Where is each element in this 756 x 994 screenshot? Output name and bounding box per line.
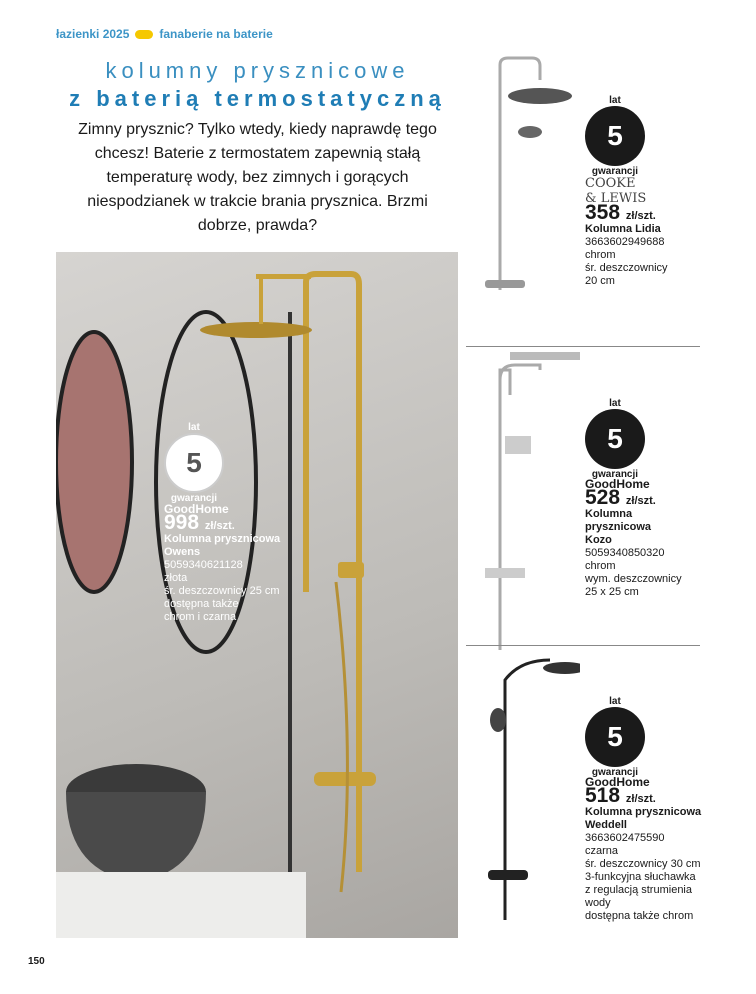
intro-text: Zimny prysznic? Tylko wtedy, kiedy naprawdę tego chcesz! Baterie z termostatem zapewnią stałą temperaturę wody, bez zimnych i gorących niespodzianek w trakcie brania prysznica. Brzmi dobrze, prawda? — [78, 121, 437, 234]
price — [164, 511, 294, 534]
product-detail: chrom — [585, 249, 616, 261]
divider — [466, 645, 700, 646]
product-name: Kolumna prysznicowa Owens — [164, 533, 281, 558]
product-detail: śr. deszczownicy — [585, 262, 668, 274]
product-detail: wym. deszczownicy — [585, 573, 682, 585]
warranty-years: 5 — [164, 433, 224, 493]
warranty-top: lat — [188, 422, 200, 433]
warranty-top: lat — [609, 696, 621, 707]
price-value: 358 — [585, 201, 621, 224]
page-number: 150 — [28, 956, 45, 967]
product-name: Kolumna Lidia — [585, 223, 661, 235]
warranty-years: 5 — [585, 707, 645, 767]
product-kozo — [585, 478, 705, 599]
brand-logo: GoodHome — [164, 502, 229, 516]
warranty-years: 5 — [585, 106, 645, 166]
price-unit: zł/szt. — [625, 210, 656, 222]
warranty-top: lat — [609, 398, 621, 409]
product-weddell — [585, 776, 710, 923]
warranty-bottom: gwarancji — [591, 767, 639, 778]
product-name: Kolumna prysznicowa Kozo — [585, 508, 652, 546]
product-ean: 3663602475590 — [585, 832, 665, 844]
warranty-badge-weddell — [585, 696, 655, 778]
warranty-top: lat — [609, 95, 621, 106]
price-unit: zł/szt. — [625, 793, 656, 805]
price-value: 518 — [585, 784, 621, 807]
product-detail: śr. deszczownicy 30 cm — [585, 858, 701, 870]
divider — [466, 346, 700, 347]
breadcrumb — [56, 27, 273, 41]
title-line2: z baterią termostatyczną — [69, 86, 446, 111]
product-detail: śr. deszczownicy 25 cm — [164, 585, 280, 597]
warranty-years: 5 — [585, 409, 645, 469]
product-detail: chrom — [585, 560, 616, 572]
product-detail: wody — [585, 897, 611, 909]
title-line1: kolumny prysznicowe — [105, 58, 410, 83]
product-ean: 3663602949688 — [585, 236, 665, 248]
product-detail: dostępna także — [164, 598, 239, 610]
price-unit: zł/szt. — [625, 495, 656, 507]
product-ean: 5059340621128 — [164, 559, 243, 571]
product-name: Kolumna prysznicowa Weddell — [585, 806, 702, 831]
product-lidia — [585, 176, 705, 288]
brand-logo: GoodHome — [585, 775, 650, 789]
product-detail: złota — [164, 572, 188, 584]
product-owens — [164, 503, 294, 624]
product-detail: 3-funkcyjna słuchawka — [585, 871, 696, 883]
price-value: 528 — [585, 486, 621, 509]
brand-logo: COOKE & LEWIS — [585, 176, 647, 206]
warranty-bottom: gwarancji — [170, 493, 218, 504]
warranty-bottom: gwarancji — [591, 469, 639, 480]
section-label: łazienki 2025 — [56, 27, 130, 41]
warranty-bottom: gwarancji — [591, 166, 639, 177]
subsection-label: fanaberie na baterie — [159, 27, 273, 41]
product-images — [470, 50, 580, 940]
price-value: 998 — [164, 511, 200, 534]
warranty-badge-kozo — [585, 398, 655, 480]
separator-pill — [135, 30, 153, 39]
product-detail: czarna — [585, 845, 619, 857]
product-detail: dostępna także chrom — [585, 910, 694, 922]
warranty-badge-lidia — [585, 95, 655, 177]
product-detail: 20 cm — [585, 275, 615, 287]
product-ean: 5059340850320 — [585, 547, 665, 559]
product-detail: z regulacją strumienia — [585, 884, 692, 896]
warranty-badge-owens — [164, 422, 234, 504]
price-unit: zł/szt. — [204, 520, 235, 532]
product-detail: 25 x 25 cm — [585, 586, 639, 598]
product-detail: chrom i czarna — [164, 611, 237, 623]
brand-logo: GoodHome — [585, 477, 650, 491]
